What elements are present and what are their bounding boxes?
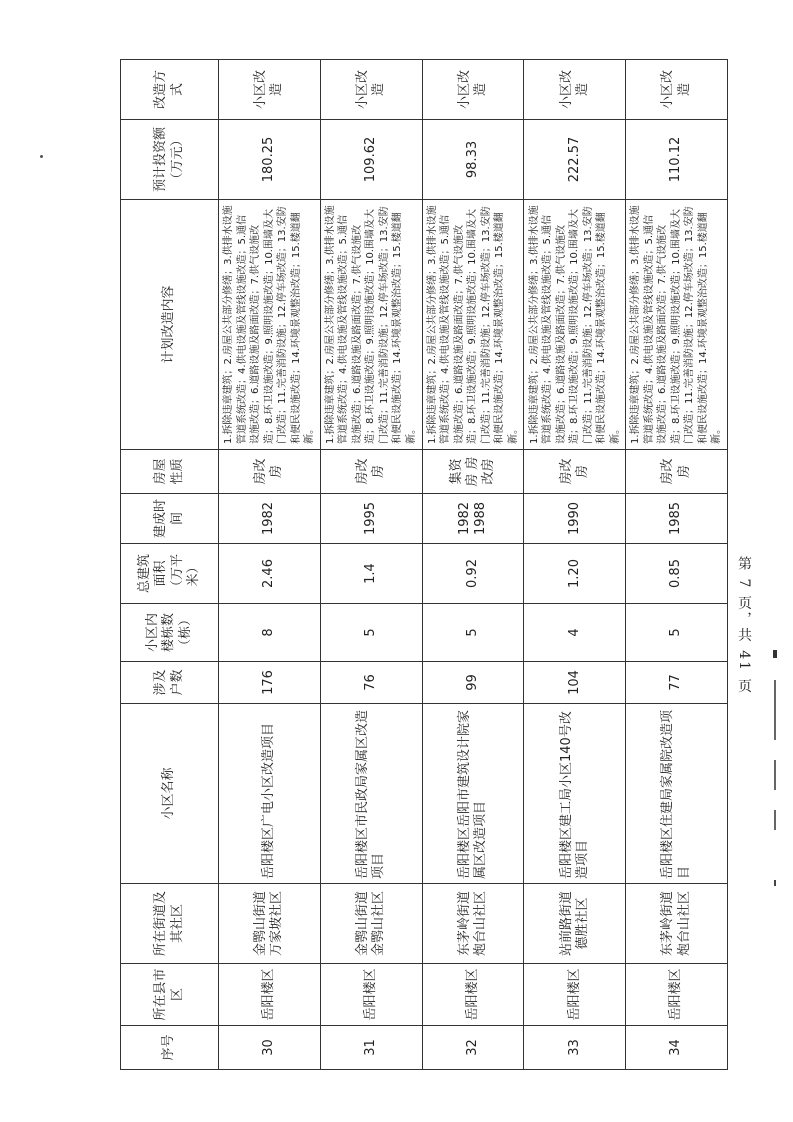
cell-street: 东茅岭街道炮台山社区	[422, 884, 524, 964]
cell-investment: 110.12	[626, 120, 728, 200]
header-buildings: 小区内楼栋数（栋）	[121, 604, 219, 662]
cell-method: 小区改造	[626, 60, 728, 120]
table-row	[219, 60, 321, 1070]
cell-street: 金鹗山街道金鹗山社区	[320, 884, 422, 964]
cell-buildings: 4	[524, 604, 626, 662]
cell-investment: 98.33	[422, 120, 524, 200]
cell-name: 岳阳楼区市民政局家属区改造项目	[320, 704, 422, 884]
table-header-row	[121, 60, 219, 1070]
cell-seq: 32	[422, 1026, 524, 1070]
cell-area: 1.20	[524, 544, 626, 604]
cell-households: 76	[320, 662, 422, 704]
cell-nature: 房改房	[626, 450, 728, 494]
cell-households: 99	[422, 662, 524, 704]
cell-seq: 33	[524, 1026, 626, 1070]
cell-area: 2.46	[219, 544, 321, 604]
cell-seq: 34	[626, 1026, 728, 1070]
cell-street: 东茅岭街道炮台山社区	[626, 884, 728, 964]
cell-name: 岳阳楼区建工局小区140号改造项目	[524, 704, 626, 884]
cell-seq: 31	[320, 1026, 422, 1070]
header-street: 所在街道及其社区	[121, 884, 219, 964]
cell-street: 金鹗山街道万家坡社区	[219, 884, 321, 964]
header-households: 涉及户数	[121, 662, 219, 704]
cell-investment: 180.25	[219, 120, 321, 200]
cell-area: 0.85	[626, 544, 728, 604]
header-area: 总建筑面积（万平米）	[121, 544, 219, 604]
scan-edge-marks	[770, 650, 780, 900]
cell-content: 1.拆除违章建筑；2.房屋公共部分修缮；3.供排水设施管道系统改造；4.供电设施及管线设施改造；5.通信设施改造；6.道路设施及路面改造；7.供气设施改造；8.环卫设施改造；9.照明设施改造；10.围墙及大门改造；11.完善消防设施；12.停车场改造；13.安防和便民设施改造；14.环境景观整治改造；15.楼道翻新。	[626, 200, 728, 450]
table-row	[320, 60, 422, 1070]
cell-investment: 222.57	[524, 120, 626, 200]
scan-speck	[40, 155, 43, 158]
cell-nature: 房改房	[219, 450, 321, 494]
cell-county: 岳阳楼区	[524, 964, 626, 1026]
cell-method: 小区改造	[320, 60, 422, 120]
cell-buildings: 5	[626, 604, 728, 662]
cell-buildings: 5	[320, 604, 422, 662]
cell-street: 站前路街道德胜社区	[524, 884, 626, 964]
header-nature: 房屋性质	[121, 450, 219, 494]
header-county: 所在县市区	[121, 964, 219, 1026]
cell-year: 1985	[626, 494, 728, 544]
cell-county: 岳阳楼区	[626, 964, 728, 1026]
cell-county: 岳阳楼区	[422, 964, 524, 1026]
renovation-project-table	[120, 59, 728, 1070]
cell-area: 0.92	[422, 544, 524, 604]
cell-nature: 集资房 房改房	[422, 450, 524, 494]
table-row	[524, 60, 626, 1070]
rotated-table-container	[120, 60, 728, 1070]
header-investment: 预计投资额（万元）	[121, 120, 219, 200]
cell-content: 1.拆除违章建筑；2.房屋公共部分修缮；3.供排水设施管道系统改造；4.供电设施及管线设施改造；5.通信设施改造；6.道路设施及路面改造；7.供气设施改造；8.环卫设施改造；9.照明设施改造；10.围墙及大门改造；11.完善消防设施；12.停车场改造；13.安防和便民设施改造；14.环境景观整治改造；15.楼道翻新。	[320, 200, 422, 450]
cell-year: 1982	[219, 494, 321, 544]
table-row	[626, 60, 728, 1070]
cell-area: 1.4	[320, 544, 422, 604]
page-number: 第 7 页，共 41 页	[736, 556, 752, 695]
cell-content: 1.拆除违章建筑；2.房屋公共部分修缮；3.供排水设施管道系统改造；4.供电设施及管线设施改造；5.通信设施改造；6.道路设施及路面改造；7.供气设施改造；8.环卫设施改造；9.照明设施改造；10.围墙及大门改造；11.完善消防设施；12.停车场改造；13.安防和便民设施改造；14.环境景观整治改造；15.楼道翻新。	[422, 200, 524, 450]
header-name: 小区名称	[121, 704, 219, 884]
cell-method: 小区改造	[524, 60, 626, 120]
header-year: 建成时间	[121, 494, 219, 544]
cell-county: 岳阳楼区	[219, 964, 321, 1026]
header-seq: 序号	[121, 1026, 219, 1070]
cell-content: 1.拆除违章建筑；2.房屋公共部分修缮；3.供排水设施管道系统改造；4.供电设施及管线设施改造；5.通信设施改造；6.道路设施及路面改造；7.供气设施改造；8.环卫设施改造；9.照明设施改造；10.围墙及大门改造；11.完善消防设施；12.停车场改造；13.安防和便民设施改造；14.环境景观整治改造；15.楼道翻新。	[524, 200, 626, 450]
header-content: 计划改造内容	[121, 200, 219, 450]
cell-content: 1.拆除违章建筑；2.房屋公共部分修缮；3.供排水设施管道系统改造；4.供电设施及管线设施改造；5.通信设施改造；6.道路设施及路面改造；7.供气设施改造；8.环卫设施改造；9.照明设施改造；10.围墙及大门改造；11.完善消防设施；12.停车场改造；13.安防和便民设施改造；14.环境景观整治改造；15.楼道翻新。	[219, 200, 321, 450]
cell-year: 1990	[524, 494, 626, 544]
cell-county: 岳阳楼区	[320, 964, 422, 1026]
cell-nature: 房改房	[524, 450, 626, 494]
cell-buildings: 5	[422, 604, 524, 662]
cell-households: 104	[524, 662, 626, 704]
cell-seq: 30	[219, 1026, 321, 1070]
cell-method: 小区改造	[219, 60, 321, 120]
cell-year: 1982 1988	[422, 494, 524, 544]
cell-households: 176	[219, 662, 321, 704]
cell-year: 1995	[320, 494, 422, 544]
table-row	[422, 60, 524, 1070]
cell-method: 小区改造	[422, 60, 524, 120]
cell-households: 77	[626, 662, 728, 704]
cell-buildings: 8	[219, 604, 321, 662]
cell-investment: 109.62	[320, 120, 422, 200]
cell-name: 岳阳楼区岳阳市建筑设计院家属区改造项目	[422, 704, 524, 884]
cell-name: 岳阳楼区住建局家属院改造项目	[626, 704, 728, 884]
cell-nature: 房改房	[320, 450, 422, 494]
header-method: 改造方式	[121, 60, 219, 120]
cell-name: 岳阳楼区广电小区改造项目	[219, 704, 321, 884]
